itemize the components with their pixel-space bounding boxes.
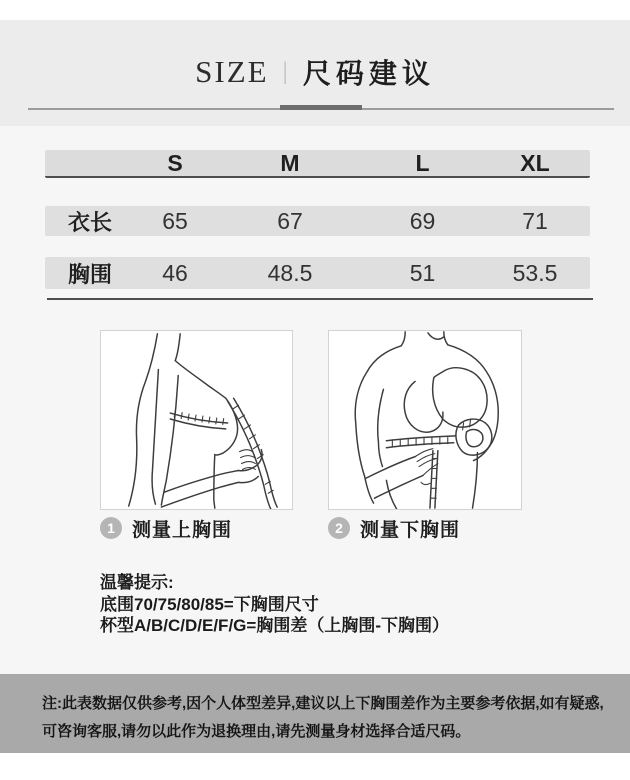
table-cell: 51 — [409, 259, 436, 286]
page-title — [0, 50, 630, 94]
table-cell: 67 — [277, 208, 303, 234]
table-header-cell: M — [280, 150, 300, 176]
caption-lower-bust — [328, 516, 460, 540]
title-divider-accent — [280, 105, 362, 110]
caption-text: 测量上胸围 — [132, 519, 233, 541]
table-row-bust — [45, 257, 590, 289]
table-cell: 53.5 — [512, 259, 558, 286]
table-row-label: 衣长 — [67, 210, 112, 235]
table-header-cell: S — [167, 150, 183, 176]
caption-upper-bust — [100, 516, 232, 540]
tips-title: 温馨提示: — [100, 573, 174, 592]
table-cell: 69 — [409, 208, 436, 234]
table-cell: 71 — [522, 208, 548, 234]
title-chinese: 尺码建议 — [302, 58, 435, 89]
table-header-cell: L — [415, 150, 430, 176]
footnote-line: 注:此表数据仅供参考,因个人体型差异,建议以上下胸围差作为主要参考依据,如有疑惑, — [42, 695, 604, 712]
tips-block — [100, 572, 570, 636]
table-bottom-line — [47, 298, 593, 300]
table-header-cell: XL — [520, 150, 550, 176]
table-cell: 46 — [162, 259, 188, 286]
step-1-badge: 1 — [100, 517, 122, 539]
table-cell: 48.5 — [267, 259, 313, 286]
tips-line: 杯型A/B/C/D/E/F/G=胸围差（上胸围-下胸围） — [100, 616, 449, 635]
title-separator: | — [282, 58, 287, 85]
title-divider-line — [28, 108, 614, 110]
figure-lower-bust — [328, 330, 522, 510]
table-row-length — [45, 206, 590, 236]
size-table-header-row — [45, 150, 590, 178]
measure-lower-bust-illustration — [329, 331, 521, 509]
footnote-line: 可咨询客服,请勿以此作为退换理由,请先测量身材选择合适尺码。 — [42, 723, 471, 740]
measure-upper-bust-illustration — [101, 331, 292, 509]
tips-line: 底围70/75/80/85=下胸围尺寸 — [100, 595, 319, 614]
table-cell: 65 — [162, 208, 188, 234]
table-row-label: 胸围 — [67, 261, 112, 287]
figure-upper-bust — [100, 330, 293, 510]
step-2-badge: 2 — [328, 517, 350, 539]
footnote-text — [42, 690, 617, 746]
caption-text: 测量下胸围 — [360, 519, 461, 541]
title-english: SIZE — [195, 54, 269, 89]
